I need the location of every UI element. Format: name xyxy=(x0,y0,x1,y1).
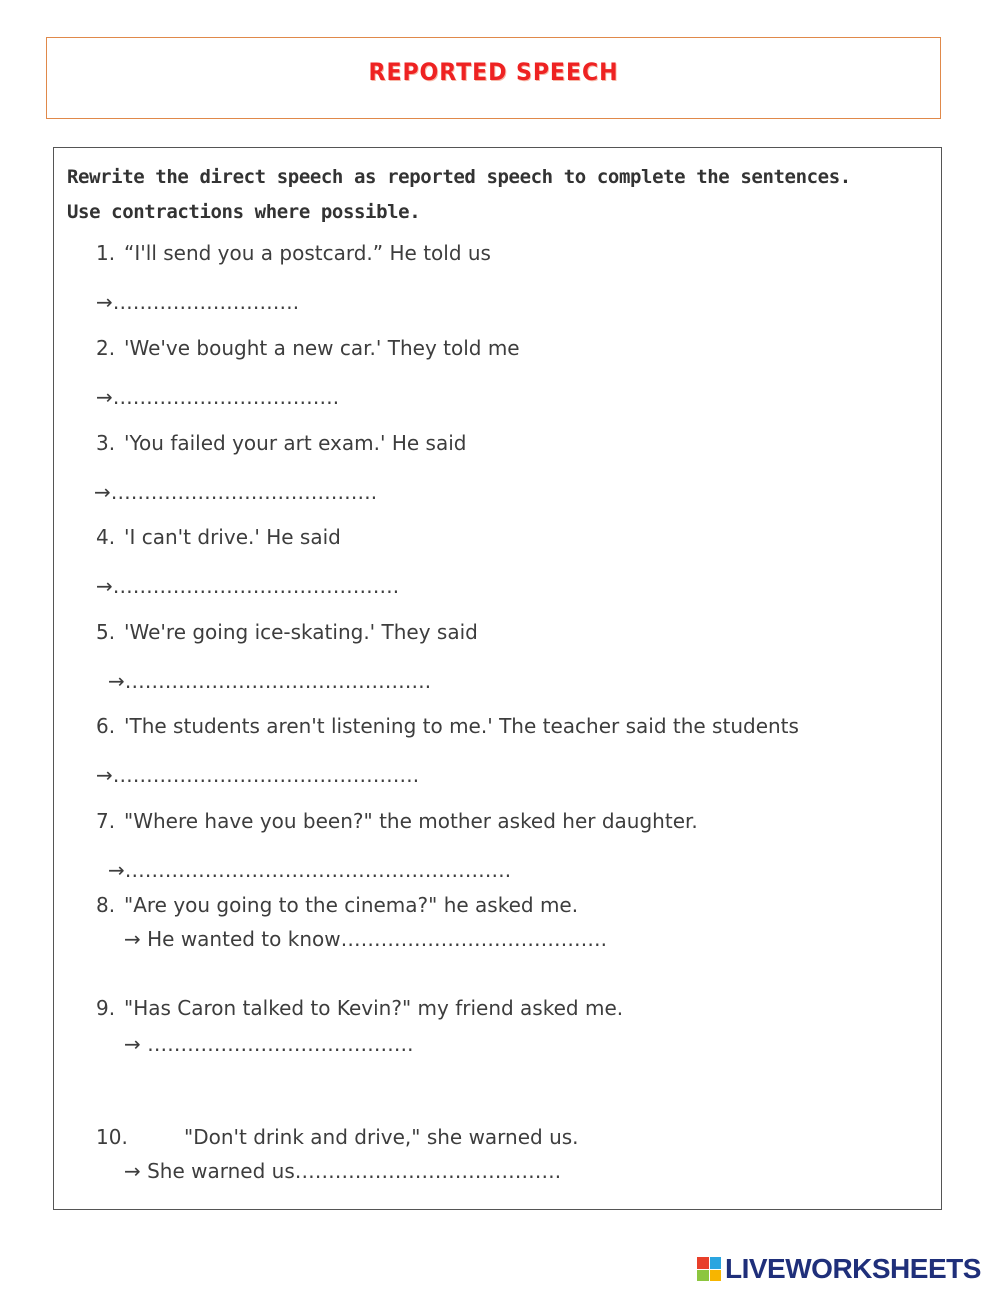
question-1 xyxy=(96,241,491,265)
question-number: 3. xyxy=(96,431,116,455)
question-6 xyxy=(96,714,799,738)
question-8 xyxy=(96,893,578,917)
answer-line-4[interactable]: →……………………………………. xyxy=(96,574,400,598)
answer-line-1[interactable]: →………………………. xyxy=(96,290,300,314)
question-number: 8. xyxy=(96,893,116,917)
question-number: 6. xyxy=(96,714,116,738)
answer-line-2[interactable]: →……………………………. xyxy=(96,385,340,409)
instructions-line-1: Rewrite the direct speech as reported speech to complete the sentences. xyxy=(67,166,851,188)
answer-line-9[interactable]: → …………………………………. xyxy=(124,1032,414,1056)
question-4 xyxy=(96,525,341,549)
title-box xyxy=(46,37,941,119)
question-prompt: 'We've bought a new car.' They told me xyxy=(124,336,520,360)
question-number: 4. xyxy=(96,525,116,549)
page-title: REPORTED SPEECH xyxy=(368,58,619,86)
question-number: 9. xyxy=(96,996,116,1020)
exercise-box xyxy=(53,147,942,1210)
question-2 xyxy=(96,336,520,360)
answer-line-8[interactable]: → He wanted to know…………………………………. xyxy=(124,927,607,951)
question-3 xyxy=(96,431,466,455)
question-10 xyxy=(96,1125,579,1149)
question-prompt: 'I can't drive.' He said xyxy=(124,525,341,549)
question-number: 1. xyxy=(96,241,116,265)
question-prompt: "Where have you been?" the mother asked her daughter. xyxy=(124,809,698,833)
answer-line-7[interactable]: →…………………………………………………. xyxy=(108,858,512,882)
question-9 xyxy=(96,996,623,1020)
question-number: 7. xyxy=(96,809,116,833)
liveworksheets-logo[interactable] xyxy=(697,1254,981,1284)
instructions-line-2: Use contractions where possible. xyxy=(67,201,421,223)
question-number: 2. xyxy=(96,336,116,360)
question-prompt: 'You failed your art exam.' He said xyxy=(124,431,467,455)
answer-line-10[interactable]: → She warned us…………………………………. xyxy=(124,1159,562,1183)
answer-line-3[interactable]: →…………………………………. xyxy=(94,480,378,504)
logo-text: LIVEWORKSHEETS xyxy=(725,1253,981,1284)
question-prompt: 'The students aren't listening to me.' The teacher said the students xyxy=(124,714,799,738)
question-prompt: "Has Caron talked to Kevin?" my friend asked me. xyxy=(124,996,624,1020)
question-number: 5. xyxy=(96,620,116,644)
question-prompt: “I'll send you a postcard.” He told us xyxy=(124,241,491,265)
question-prompt: "Don't drink and drive," she warned us. xyxy=(184,1125,579,1149)
instructions xyxy=(67,160,927,230)
question-prompt: 'We're going ice-skating.' They said xyxy=(124,620,478,644)
answer-line-6[interactable]: →………………………………………. xyxy=(96,763,420,787)
answer-line-5[interactable]: →………………………………………. xyxy=(108,669,432,693)
question-5 xyxy=(96,620,478,644)
question-number: 10. xyxy=(96,1125,128,1149)
question-prompt: "Are you going to the cinema?" he asked me. xyxy=(124,893,579,917)
question-7 xyxy=(96,809,698,833)
liveworksheets-logo-icon xyxy=(697,1257,721,1281)
